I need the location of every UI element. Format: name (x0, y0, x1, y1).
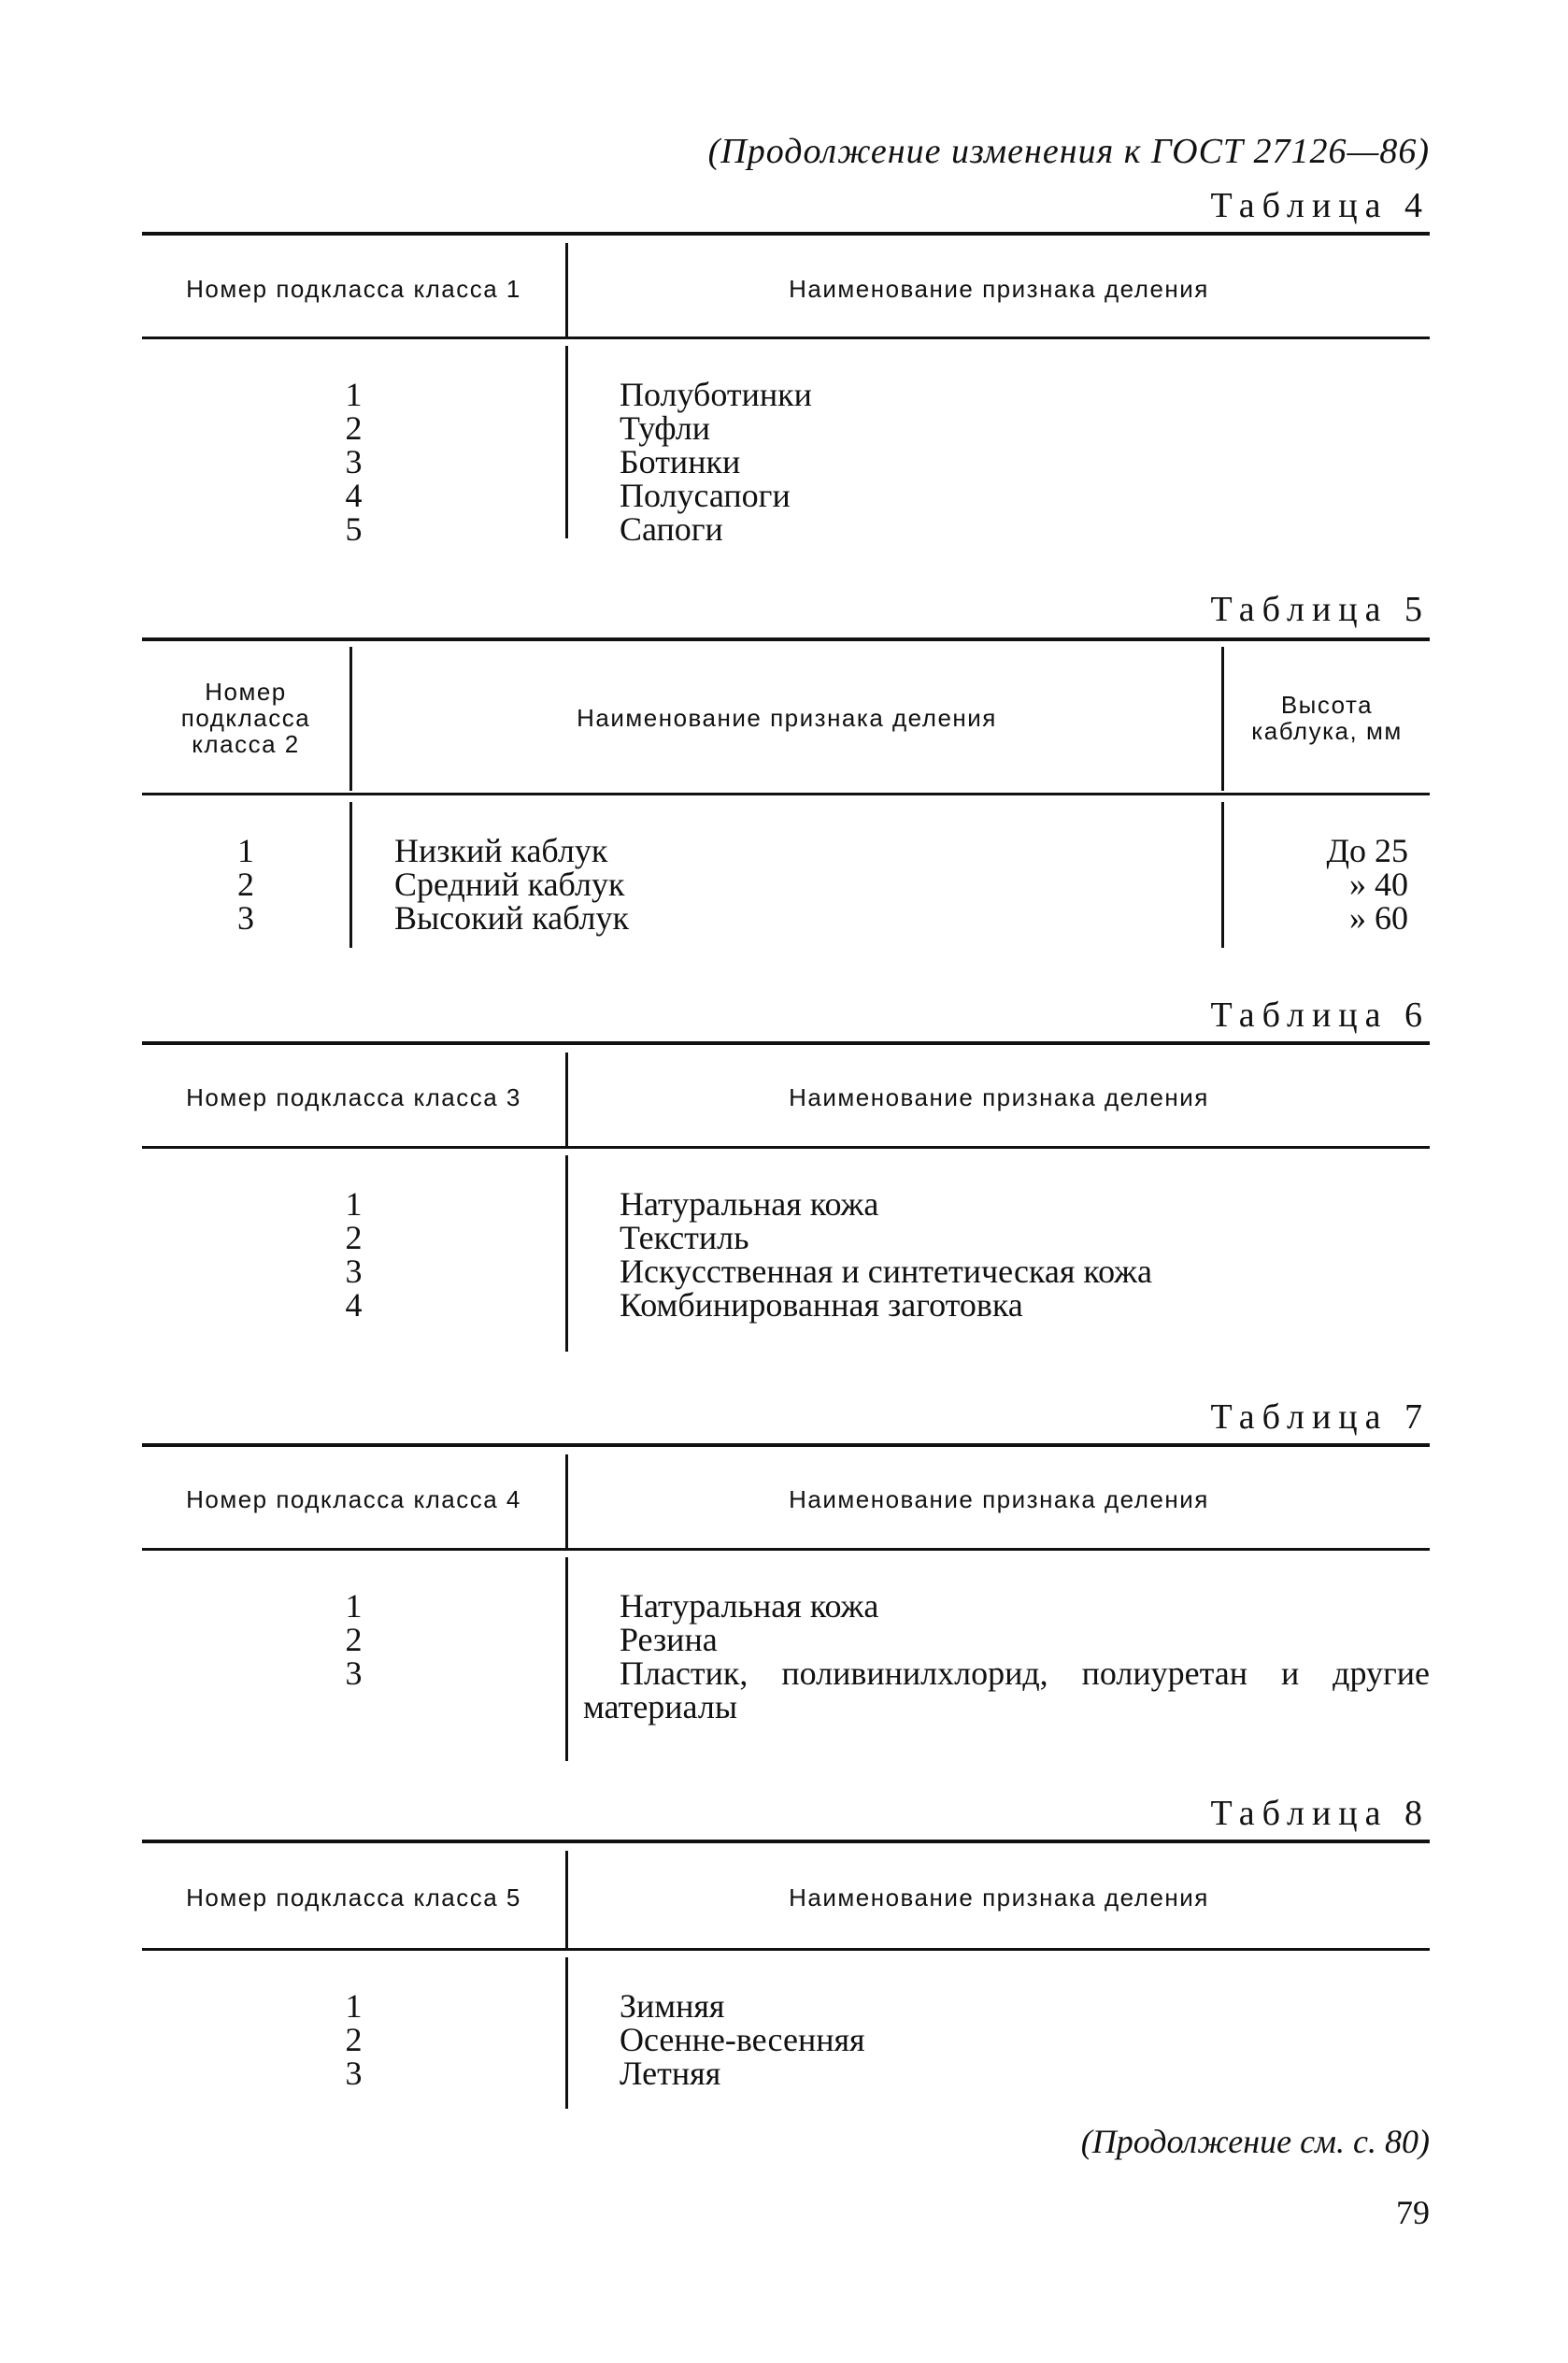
table-6-col2-header: Наименование признака деления (789, 1083, 1209, 1111)
table-6-numbers (142, 1187, 565, 1322)
table-8-numbers (142, 1989, 565, 2090)
table-4-items (620, 378, 1423, 546)
row-item: Средний каблук (394, 866, 625, 903)
table-rule (142, 1548, 1430, 1551)
table-5-caption: Таблица 5 (1210, 590, 1430, 629)
table-8-items (620, 1989, 1423, 2090)
column-divider (1221, 802, 1224, 948)
table-6 (142, 1041, 1430, 1359)
row-item: Резина (620, 1621, 718, 1658)
row-number: 1 (345, 376, 363, 413)
row-item: Натуральная кожа (620, 1185, 879, 1223)
table-rule (142, 337, 1430, 339)
row-number: 3 (345, 1654, 363, 1692)
row-number: 2 (345, 409, 363, 447)
row-item: Зимняя (620, 1987, 725, 2025)
row-item: Осенне-весенняя (620, 2021, 865, 2058)
row-number: 3 (345, 2055, 363, 2092)
column-divider (565, 1957, 568, 2109)
table-4-numbers (142, 378, 565, 546)
column-divider (565, 1557, 568, 1761)
row-item: Туфли (620, 409, 710, 447)
row-number: 2 (345, 2021, 363, 2058)
row-height-value: » 60 (1349, 899, 1408, 937)
table-7-items (583, 1589, 1430, 1724)
row-item: Летняя (620, 2055, 721, 2092)
table-8-caption: Таблица 8 (1210, 1794, 1430, 1833)
table-rule (142, 1146, 1430, 1149)
column-divider (565, 1155, 568, 1352)
row-number: 3 (237, 899, 254, 937)
table-7-numbers (142, 1589, 565, 1690)
row-item: Сапоги (620, 510, 723, 548)
table-rule (142, 1948, 1430, 1951)
table-6-caption: Таблица 6 (1210, 995, 1430, 1035)
table-5-col3-header: Высота каблука, мм (1251, 691, 1403, 745)
row-item: Ботинки (620, 443, 741, 480)
column-divider (349, 802, 352, 948)
page-header: (Продолжение изменения к ГОСТ 27126—86) (707, 132, 1430, 171)
table-7-col2-header: Наименование признака деления (789, 1485, 1209, 1513)
table-4 (142, 232, 1430, 548)
table-4-caption: Таблица 4 (1210, 186, 1430, 225)
table-5-items (394, 834, 1207, 935)
table-6-col1-header: Номер подкласса класса 3 (186, 1083, 521, 1111)
table-rule (142, 637, 1430, 641)
table-rule (142, 1041, 1430, 1045)
row-item: Пластик, поливинилхлорид, полиуретан и другие материалы (583, 1654, 1430, 1726)
row-number: 4 (345, 1286, 363, 1324)
row-item: Натуральная кожа (620, 1587, 879, 1625)
table-7-col1-header: Номер подкласса класса 4 (186, 1485, 521, 1513)
table-rule (142, 1840, 1430, 1843)
table-rule (142, 232, 1430, 236)
row-number: 3 (345, 443, 363, 480)
table-5-col2-header: Наименование признака деления (577, 704, 997, 732)
row-item: Высокий каблук (394, 899, 629, 937)
table-8 (142, 1840, 1430, 2111)
table-4-col1-header: Номер подкласса класса 1 (186, 275, 521, 303)
row-number: 4 (345, 477, 363, 514)
table-5-numbers (142, 834, 349, 935)
table-5-heights (1259, 834, 1408, 935)
row-item: Искусственная и синтетическая кожа (620, 1253, 1153, 1290)
row-number: 1 (345, 1587, 363, 1625)
row-number: 1 (345, 1987, 363, 2025)
table-7 (142, 1443, 1430, 1761)
row-number: 5 (345, 510, 363, 548)
row-number: 1 (345, 1185, 363, 1223)
row-item: Низкий каблук (394, 832, 608, 869)
row-item: Полуботинки (620, 376, 812, 413)
table-8-col1-header: Номер подкласса класса 5 (186, 1883, 521, 1912)
table-7-caption: Таблица 7 (1210, 1397, 1430, 1437)
row-number: 2 (345, 1219, 363, 1256)
row-number: 1 (237, 832, 254, 869)
table-rule (142, 1443, 1430, 1447)
table-4-col2-header: Наименование признака деления (789, 275, 1209, 303)
row-number: 3 (345, 1253, 363, 1290)
table-8-col2-header: Наименование признака деления (789, 1883, 1209, 1912)
row-item: Полусапоги (620, 477, 791, 514)
row-item: Текстиль (620, 1219, 749, 1256)
column-divider (565, 346, 568, 538)
table-6-items (620, 1187, 1423, 1322)
page-number: 79 (1396, 2194, 1430, 2231)
row-height-value: До 25 (1326, 832, 1408, 869)
row-number: 2 (237, 866, 254, 903)
row-item: Комбинированная заготовка (620, 1286, 1023, 1324)
continuation-note: (Продолжение см. с. 80) (1080, 2123, 1430, 2160)
row-height-value: » 40 (1349, 866, 1408, 903)
table-5 (142, 637, 1430, 955)
row-number: 2 (345, 1621, 363, 1658)
table-rule (142, 793, 1430, 795)
table-5-col1-header: Номер подкласса класса 2 (180, 678, 311, 758)
